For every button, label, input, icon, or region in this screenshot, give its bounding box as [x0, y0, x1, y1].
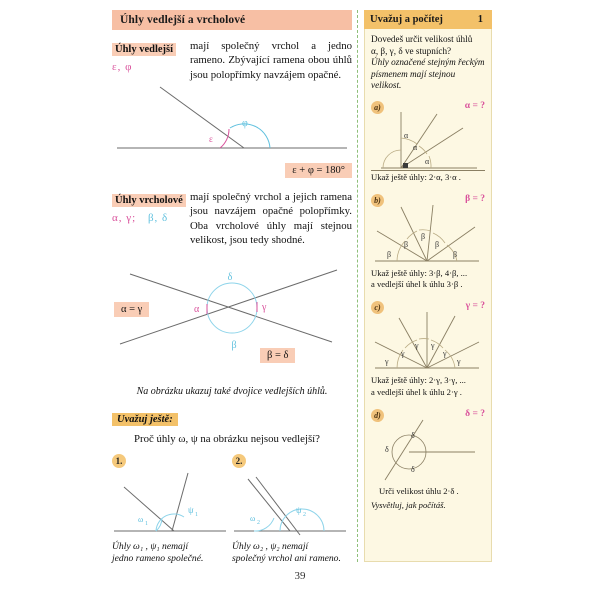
right-column: [364, 10, 492, 562]
label-psi-2-sub: 2: [303, 511, 306, 518]
right-item-b: [365, 189, 491, 290]
diagram-vertical-angles: [112, 252, 352, 360]
diagram-item-c: [371, 308, 483, 374]
uvazuj-jeste-chip: Uvažuj ještě:: [112, 413, 178, 426]
uvazuj-jeste-row: [112, 409, 352, 427]
right-item-d-label-3: δ: [411, 464, 415, 474]
example-1-number: 1.: [112, 454, 126, 468]
label-beta: β: [231, 339, 237, 351]
label-omega-1-sub: 1: [145, 520, 148, 527]
term-greek-vertical-1: α, γ;: [112, 212, 137, 225]
right-item-c-label-4: γ: [431, 341, 435, 351]
right-item-a-ask: α = ?: [464, 100, 485, 111]
right-item-d-caption-1: Urči velikost úhlu 2·δ .: [379, 485, 459, 496]
right-intro-italic: Úhly označené stejným řeckým písmenem mají stejnou velikost.: [371, 57, 485, 91]
left-column: [112, 10, 352, 570]
right-intro-line1: Dovedeš určit velikost úhlů: [371, 34, 473, 44]
question-text: Proč úhly ω, ψ na obrázku nejsou vedlejší?: [134, 432, 320, 445]
right-item-d-label-1: δ: [411, 430, 415, 440]
definition-term-block: [112, 39, 186, 82]
right-item-b-label-4: β: [435, 239, 440, 249]
right-header-title: Uvažuj a počítej: [370, 14, 443, 25]
example-1-caption-line1: Úhly ω₁ , ψ₁ nemají: [112, 540, 189, 552]
definition-vertical-angles: [112, 190, 352, 247]
right-item-a-badge: a): [371, 101, 384, 114]
right-item-d-ask: δ = ?: [465, 408, 485, 419]
right-item-c-ask: γ = ?: [465, 301, 485, 312]
diagram-item-a: [371, 108, 483, 176]
label-phi: φ: [242, 118, 248, 130]
term-label-vertical: Úhly vrcholové: [112, 194, 186, 207]
right-item-d: [365, 404, 491, 512]
right-item-b-caption-2: a vedlejší úhel k úhlu 3·β .: [371, 279, 463, 290]
right-item-c-label-2: γ: [401, 349, 405, 359]
term-greek-vertical: [112, 212, 186, 224]
right-item-b-label-3: β: [421, 231, 426, 241]
right-item-d-badge: d): [371, 409, 384, 422]
label-psi-1: ψ: [188, 504, 194, 515]
label-omega-1: ω: [138, 514, 144, 524]
bottom-example-1: [112, 451, 232, 566]
right-item-b-label-2: β: [404, 239, 409, 249]
right-item-c: [365, 296, 491, 397]
diagram-item-b: [371, 201, 483, 267]
right-header-number: 1: [477, 14, 483, 25]
example-2-caption-line1: Úhly ω₂ , ψ₂ nemají: [232, 540, 309, 552]
bottom-examples: [112, 451, 352, 566]
right-item-a-caption-1: Ukaž ještě úhly: 2·α, 3·α .: [371, 171, 461, 182]
right-intro-line2: α, β, γ, δ ve stupních?: [371, 45, 452, 56]
right-item-c-label-5: γ: [443, 349, 447, 359]
right-item-c-label-6: γ: [457, 357, 461, 367]
right-item-a: [365, 96, 491, 183]
label-epsilon: ε: [209, 134, 213, 145]
right-item-a-label-3: α: [425, 156, 430, 166]
right-item-b-caption-1: Ukaž ještě úhly: 3·β, 4·β, ...: [371, 267, 468, 278]
page-number: 39: [294, 570, 306, 582]
right-item-c-caption-1: Ukaž ještě úhly: 2·γ, 3·γ, ...: [371, 375, 466, 386]
equation-sum-180: ε + φ = 180°: [285, 163, 352, 178]
label-omega-2: ω: [250, 513, 256, 523]
term-label-adjacent: Úhly vedlejší: [112, 43, 176, 56]
right-item-b-badge: b): [371, 194, 384, 207]
definition-term-block-2: [112, 190, 186, 247]
bottom-example-2: [232, 451, 352, 566]
column-divider: [357, 10, 358, 562]
equation-beta-delta: β = δ: [260, 348, 295, 363]
equation-row-1: [112, 160, 352, 178]
definition-text-vertical: mají společný vrchol a jejich ramena jsou navzájem opačné polopřímky. Oba vrcholové úhly mají stejnou velikost, jsou tedy shodné.: [190, 191, 352, 247]
right-section-header: [364, 10, 492, 29]
left-section-header: Úhly vedlejší a vrcholové: [112, 10, 352, 30]
example-1-caption-line2: jedno rameno společné.: [112, 552, 204, 564]
right-item-b-label-1: β: [387, 249, 392, 259]
definition-adjacent-angles: [112, 39, 352, 82]
diagram-adjacent-angles: [112, 84, 352, 162]
right-item-c-badge: c): [371, 301, 384, 314]
label-gamma: γ: [262, 301, 267, 313]
right-item-d-label-2: δ: [385, 444, 389, 454]
label-alpha: α: [194, 303, 200, 315]
right-final-note: Vysvětluj, jak počítáš.: [371, 500, 446, 511]
right-item-c-caption-2: a vedlejší úhel k úhlu 2·γ .: [371, 386, 462, 397]
example-2-number: 2.: [232, 454, 246, 468]
term-greek-adjacent: ε, φ: [112, 61, 133, 73]
equation-alpha-gamma: α = γ: [114, 302, 149, 317]
diagram-note: Na obrázku ukazuj také dvojice vedlejších úhlů.: [136, 385, 328, 397]
term-greek-vertical-2: β, δ: [147, 212, 169, 225]
definition-text-adjacent: mají společný vrchol a jedno rameno. Zbývající ramena obou úhlů jsou polopřímky navzájem opačné.: [190, 40, 352, 81]
label-psi-2: ψ: [296, 504, 302, 515]
diagram-example-1: [112, 469, 230, 541]
diagram-example-2: [232, 469, 350, 541]
example-2-caption-line2: společný vrchol ani rameno.: [232, 552, 341, 564]
right-item-b-label-5: β: [453, 249, 458, 259]
right-item-a-label-2: α: [413, 142, 418, 152]
right-intro: [365, 29, 491, 92]
right-item-c-label-3: γ: [415, 341, 419, 351]
right-item-c-label-1: γ: [385, 357, 389, 367]
right-item-b-ask: β = ?: [465, 193, 485, 204]
diagram-item-d: [371, 418, 483, 488]
label-psi-1-sub: 1: [195, 511, 198, 518]
label-omega-2-sub: 2: [257, 519, 260, 526]
label-delta: δ: [227, 271, 233, 283]
right-item-a-label-1: α: [404, 130, 409, 140]
